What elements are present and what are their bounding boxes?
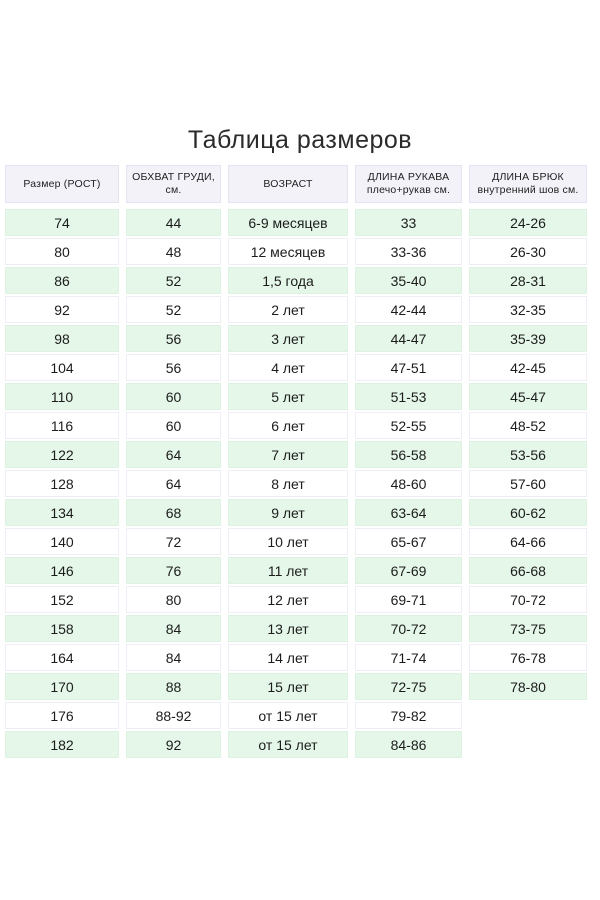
column-header-age [228, 165, 348, 203]
table-cell: 72 [126, 528, 221, 555]
table-cell: 128 [5, 470, 119, 497]
table-cell: 80 [126, 586, 221, 613]
table-cell: 176 [5, 702, 119, 729]
table-cell: от 15 лет [228, 702, 348, 729]
table-cell: 5 лет [228, 383, 348, 410]
table-cell: 64 [126, 470, 221, 497]
table-cell: 64-66 [469, 528, 587, 555]
table-cell: 57-60 [469, 470, 587, 497]
column-header-sublabel: внутренний шов см. [477, 184, 579, 196]
table-cell: 86 [5, 267, 119, 294]
table-cell: 74 [5, 209, 119, 236]
table-cell: 33-36 [355, 238, 462, 265]
table-cell: 164 [5, 644, 119, 671]
table-cell: 56-58 [355, 441, 462, 468]
table-cell: 70-72 [355, 615, 462, 642]
table-cell: 51-53 [355, 383, 462, 410]
table-cell: 140 [5, 528, 119, 555]
table-cell: 44-47 [355, 325, 462, 352]
table-cell: 15 лет [228, 673, 348, 700]
table-cell: 73-75 [469, 615, 587, 642]
table-cell [469, 731, 587, 758]
table-cell: 12 месяцев [228, 238, 348, 265]
column-header-chest-girth [126, 165, 221, 203]
column-header-label: ДЛИНА БРЮК [492, 171, 564, 183]
table-cell: 158 [5, 615, 119, 642]
table-cell: 44 [126, 209, 221, 236]
table-cell: 9 лет [228, 499, 348, 526]
table-cell: 78-80 [469, 673, 587, 700]
table-body [5, 209, 587, 758]
table-cell: 1,5 года [228, 267, 348, 294]
table-cell: 80 [5, 238, 119, 265]
table-cell: 45-47 [469, 383, 587, 410]
column-header-label: ВОЗРАСТ [263, 177, 313, 190]
table-cell: 88-92 [126, 702, 221, 729]
table-cell: 52 [126, 296, 221, 323]
table-cell: 11 лет [228, 557, 348, 584]
table-cell: 79-82 [355, 702, 462, 729]
table-cell: 104 [5, 354, 119, 381]
table-cell: 76 [126, 557, 221, 584]
table-cell: 28-31 [469, 267, 587, 294]
table-cell: 8 лет [228, 470, 348, 497]
page-title: Таблица размеров [187, 126, 413, 154]
table-cell: 10 лет [228, 528, 348, 555]
table-cell: 12 лет [228, 586, 348, 613]
size-table [5, 165, 587, 758]
table-cell: 48-52 [469, 412, 587, 439]
table-cell: 33 [355, 209, 462, 236]
table-cell: 88 [126, 673, 221, 700]
table-cell: 84-86 [355, 731, 462, 758]
table-cell: 116 [5, 412, 119, 439]
table-cell: 4 лет [228, 354, 348, 381]
table-cell: 76-78 [469, 644, 587, 671]
column-header-sublabel: плечо+рукав см. [366, 184, 451, 196]
table-cell: 146 [5, 557, 119, 584]
table-cell: 42-44 [355, 296, 462, 323]
table-cell: 134 [5, 499, 119, 526]
table-cell: 42-45 [469, 354, 587, 381]
table-cell: 84 [126, 644, 221, 671]
table-cell: 170 [5, 673, 119, 700]
table-cell: 32-35 [469, 296, 587, 323]
table-cell: 60-62 [469, 499, 587, 526]
table-cell: 66-68 [469, 557, 587, 584]
table-cell: 67-69 [355, 557, 462, 584]
table-cell: 68 [126, 499, 221, 526]
table-cell: 65-67 [355, 528, 462, 555]
table-cell: 56 [126, 325, 221, 352]
table-cell: 35-40 [355, 267, 462, 294]
table-cell: 64 [126, 441, 221, 468]
table-cell: 14 лет [228, 644, 348, 671]
table-cell: 92 [126, 731, 221, 758]
column-header-label: Размер (РОСТ) [23, 177, 101, 190]
table-cell: 72-75 [355, 673, 462, 700]
table-cell [469, 702, 587, 729]
table-cell: 52-55 [355, 412, 462, 439]
table-cell: 53-56 [469, 441, 587, 468]
table-cell: 182 [5, 731, 119, 758]
table-cell: 71-74 [355, 644, 462, 671]
table-cell: 63-64 [355, 499, 462, 526]
table-cell: от 15 лет [228, 731, 348, 758]
table-cell: 6-9 месяцев [228, 209, 348, 236]
table-cell: 60 [126, 383, 221, 410]
table-cell: 92 [5, 296, 119, 323]
table-cell: 13 лет [228, 615, 348, 642]
table-cell: 48 [126, 238, 221, 265]
table-cell: 26-30 [469, 238, 587, 265]
table-cell: 48-60 [355, 470, 462, 497]
table-cell: 3 лет [228, 325, 348, 352]
table-cell: 98 [5, 325, 119, 352]
table-cell: 60 [126, 412, 221, 439]
table-cell: 122 [5, 441, 119, 468]
table-cell: 69-71 [355, 586, 462, 613]
table-header-row [5, 165, 587, 203]
table-cell: 152 [5, 586, 119, 613]
column-header-label: ОБХВАТ ГРУДИ, см. [132, 171, 215, 196]
column-header-size-height [5, 165, 119, 203]
table-cell: 110 [5, 383, 119, 410]
column-header-label: ДЛИНА РУКАВА [367, 171, 450, 183]
table-cell: 84 [126, 615, 221, 642]
table-cell: 70-72 [469, 586, 587, 613]
table-cell: 56 [126, 354, 221, 381]
column-header-sleeve-length [355, 165, 462, 203]
table-cell: 47-51 [355, 354, 462, 381]
table-cell: 6 лет [228, 412, 348, 439]
table-cell: 2 лет [228, 296, 348, 323]
table-cell: 52 [126, 267, 221, 294]
table-cell: 24-26 [469, 209, 587, 236]
column-header-trousers-length [469, 165, 587, 203]
table-cell: 35-39 [469, 325, 587, 352]
table-cell: 7 лет [228, 441, 348, 468]
